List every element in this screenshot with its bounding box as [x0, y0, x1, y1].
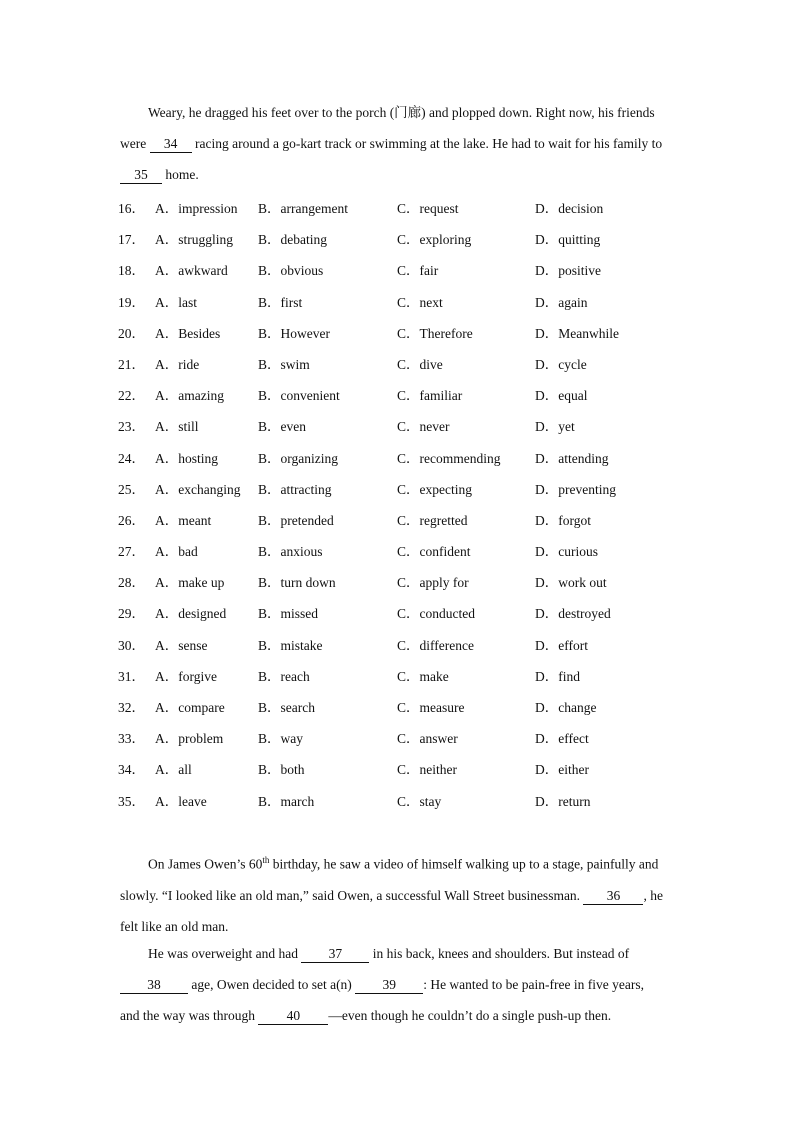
option-a: A．struggling: [155, 232, 234, 248]
option-d: D．decision: [535, 201, 604, 216]
option-b: B．first: [258, 294, 303, 310]
option-a: A．meant: [155, 512, 212, 528]
question-number: 33．: [118, 731, 145, 747]
option-a: A．compare: [155, 700, 225, 715]
option-b: B．even: [258, 419, 306, 435]
option-c: C．next: [397, 294, 443, 310]
question-row: [118, 440, 678, 471]
passage-text: He was overweight and had: [148, 946, 302, 961]
ordinal-suffix: th: [262, 855, 270, 865]
blank-38: 38: [120, 977, 188, 994]
option-c: C．request: [397, 201, 459, 216]
option-a: A．designed: [155, 606, 227, 622]
option-c: C．dive: [397, 356, 443, 372]
option-b: B．convenient: [258, 388, 340, 404]
passage-text: —even though he couldn’t do a single push-up then.: [328, 1008, 612, 1023]
option-a: A．forgive: [155, 668, 217, 684]
option-d: D．equal: [535, 388, 588, 404]
option-a: A．leave: [155, 793, 207, 809]
option-c: C．confident: [397, 544, 471, 560]
option-c: C．apply for: [397, 575, 469, 591]
option-b: B．missed: [258, 606, 319, 622]
question-number: 29．: [118, 606, 145, 622]
question-number: 35．: [118, 793, 145, 809]
option-c: C．difference: [397, 637, 474, 653]
question-row: [118, 720, 678, 751]
option-b: B．turn down: [258, 575, 336, 591]
option-a: A．exchanging: [155, 481, 241, 497]
question-number: 20．: [118, 325, 145, 341]
question-row: [118, 408, 678, 439]
option-d: D．quitting: [535, 232, 601, 248]
option-a: A．Besides: [155, 325, 221, 341]
option-b: B．obvious: [258, 263, 324, 279]
option-d: D．curious: [535, 544, 598, 560]
option-d: D．Meanwhile: [535, 325, 619, 341]
answer-options-list: [118, 190, 678, 814]
option-a: A．problem: [155, 731, 224, 747]
option-d: D．return: [535, 793, 591, 809]
option-c: C．exploring: [397, 232, 472, 248]
question-number: 16．: [118, 201, 145, 216]
question-row: [118, 315, 678, 346]
option-d: D．positive: [535, 263, 601, 279]
question-row: [118, 502, 678, 533]
option-c: C．familiar: [397, 388, 463, 404]
option-b: B．mistake: [258, 637, 323, 653]
option-d: D．attending: [535, 450, 609, 466]
option-c: C．measure: [397, 700, 465, 715]
option-b: B．attracting: [258, 481, 332, 497]
option-a: A．sense: [155, 637, 208, 653]
option-d: D．either: [535, 762, 589, 778]
question-number: 28．: [118, 575, 145, 591]
option-b: B．swim: [258, 356, 310, 372]
option-a: A．make up: [155, 575, 225, 591]
passage-two-paragraph-two: [120, 938, 665, 1031]
option-a: A．all: [155, 762, 192, 778]
question-row: [118, 284, 678, 315]
question-row: [118, 252, 678, 283]
question-row: [118, 221, 678, 252]
option-a: A．amazing: [155, 388, 224, 404]
option-a: A．last: [155, 294, 197, 310]
passage-text: birthday, he saw a video of himself walking up to a stage, painfully and slowly. “I looked like an old man,” said Owen, a successful Wall Street businessman.: [120, 856, 659, 903]
option-b: B．way: [258, 731, 303, 747]
option-a: A．impression: [155, 201, 238, 216]
passage-text: , he felt like an old man.: [120, 887, 663, 934]
option-a: A．bad: [155, 544, 198, 560]
question-row: [118, 190, 678, 221]
option-c: C．fair: [397, 263, 439, 279]
option-c: C．Therefore: [397, 325, 473, 341]
blank-39: 39: [355, 977, 423, 994]
option-d: D．effort: [535, 637, 588, 653]
option-a: A．ride: [155, 356, 200, 372]
option-b: B．both: [258, 762, 305, 778]
option-c: C．neither: [397, 762, 457, 778]
question-number: 22．: [118, 388, 145, 404]
passage-text: : He wanted to be pain-free in five years, and the way was through: [120, 977, 644, 1023]
option-c: C．expecting: [397, 481, 472, 497]
question-row: [118, 689, 678, 720]
blank-35: 35: [120, 167, 162, 184]
option-b: B．debating: [258, 232, 327, 248]
option-a: A．awkward: [155, 263, 228, 279]
option-b: B．However: [258, 325, 330, 341]
question-number: 30．: [118, 637, 145, 653]
option-c: C．recommending: [397, 450, 501, 466]
passage-text: racing around a go-kart track or swimming at the lake. He had to wait for his family to: [191, 136, 663, 151]
question-row: [118, 658, 678, 689]
question-number: 31．: [118, 668, 145, 684]
blank-34: 34: [150, 136, 192, 153]
passage-text: home.: [162, 167, 199, 182]
question-row: [118, 377, 678, 408]
option-b: B．pretended: [258, 512, 334, 528]
option-d: D．forgot: [535, 512, 591, 528]
passage-text: Weary, he dragged his feet over to the porch (门廊) and plopped down. Right now, his friends were: [120, 105, 655, 151]
question-row: [118, 751, 678, 782]
option-b: B．anxious: [258, 544, 323, 560]
option-b: B．march: [258, 793, 315, 809]
option-c: C．answer: [397, 731, 458, 747]
option-d: D．find: [535, 668, 580, 684]
option-c: C．conducted: [397, 606, 475, 622]
option-d: D．cycle: [535, 356, 587, 372]
option-d: D．yet: [535, 419, 575, 435]
question-row: [118, 346, 678, 377]
passage-text: age, Owen decided to set a(n): [188, 977, 356, 992]
option-c: C．never: [397, 419, 450, 435]
option-d: D．effect: [535, 731, 589, 747]
question-row: [118, 783, 678, 814]
option-b: B．arrangement: [258, 201, 348, 216]
question-number: 25．: [118, 481, 145, 497]
question-number: 27．: [118, 544, 145, 560]
blank-40: 40: [258, 1008, 328, 1025]
question-number: 18．: [118, 263, 145, 279]
option-c: C．make: [397, 668, 449, 684]
option-a: A．still: [155, 419, 199, 435]
option-b: B．reach: [258, 668, 310, 684]
blank-36: 36: [583, 888, 643, 905]
question-row: [118, 471, 678, 502]
question-row: [118, 533, 678, 564]
question-number: 24．: [118, 450, 145, 466]
option-d: D．change: [535, 700, 597, 715]
question-number: 32．: [118, 700, 145, 715]
question-row: [118, 564, 678, 595]
question-number: 19．: [118, 294, 145, 310]
question-number: 17．: [118, 232, 145, 248]
question-row: [118, 595, 678, 626]
question-number: 26．: [118, 512, 145, 528]
option-c: C．stay: [397, 793, 442, 809]
option-b: B．organizing: [258, 450, 338, 466]
question-number: 23．: [118, 419, 145, 435]
option-a: A．hosting: [155, 450, 219, 466]
option-d: D．preventing: [535, 481, 616, 497]
passage-text: in his back, knees and shoulders. But instead of: [369, 946, 630, 961]
blank-37: 37: [301, 946, 369, 963]
passage-text: On James Owen’s 60: [148, 856, 263, 872]
passage-one-paragraph: [120, 97, 665, 190]
question-number: 34．: [118, 762, 145, 778]
option-d: D．work out: [535, 575, 607, 591]
passage-two-paragraph-one: [120, 845, 665, 942]
option-d: D．again: [535, 294, 588, 310]
question-number: 21．: [118, 356, 145, 372]
option-c: C．regretted: [397, 512, 468, 528]
option-d: D．destroyed: [535, 606, 611, 622]
question-row: [118, 627, 678, 658]
option-b: B．search: [258, 700, 315, 715]
